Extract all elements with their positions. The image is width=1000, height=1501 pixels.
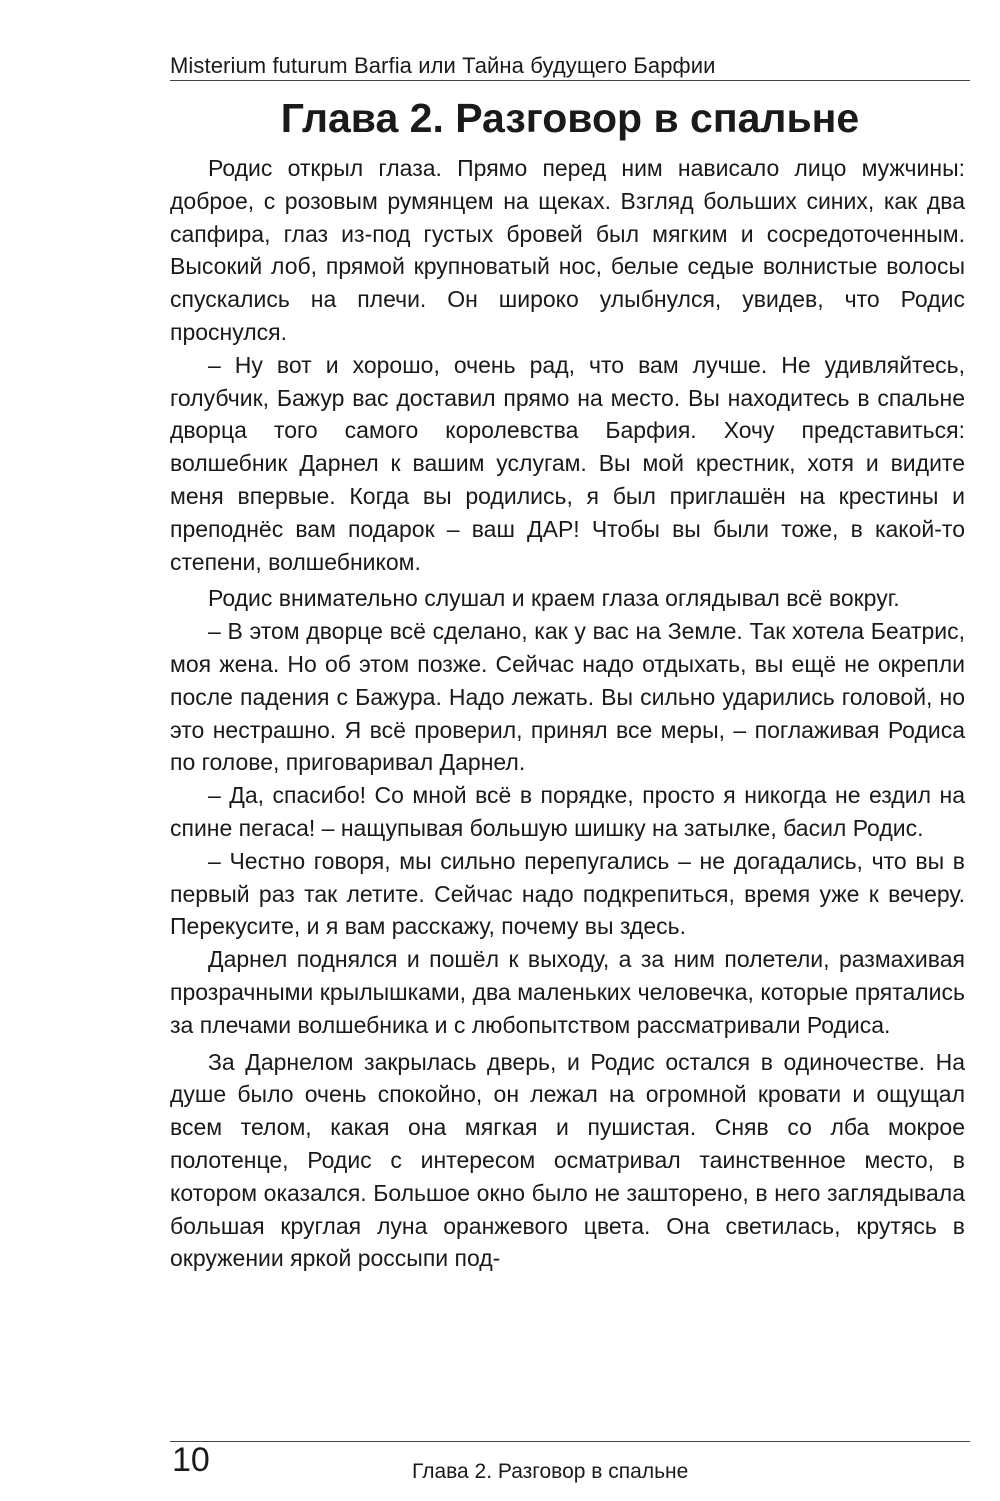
paragraph: Родис внимательно слушал и краем глаза оглядывал всё вокруг. xyxy=(208,585,900,612)
running-header: Misterium futurum Barfia или Тайна будущего Барфии xyxy=(170,53,716,78)
paragraph: – В этом дворце всё сделано, как у вас на Земле. Так хотела Беатрис, моя жена. Но об этом позже. Сейчас надо отдыхать, вы ещё не окрепли после падения с Бажура. Надо лежать. Вы сильно ударились головой, но это нестрашно. Я всё проверил, принял все меры, – поглаживая Родиса по голове, приговаривал Дарнел. xyxy=(170,618,965,776)
footer-chapter-label: Глава 2. Разговор в спальне xyxy=(412,1460,689,1483)
footer-rule xyxy=(170,1441,970,1442)
chapter-title: Глава 2. Разговор в спальне xyxy=(280,95,860,141)
paragraph: – Честно говоря, мы сильно перепугались – не догадались, что вы в первый раз так летите. Сейчас надо подкрепиться, время уже к вечеру. Перекусите, и я вам расскажу, почему вы здесь. xyxy=(170,847,965,940)
paragraph: Дарнел поднялся и пошёл к выходу, а за ним полетели, размахивая прозрачными крылышками, два маленьких человечка, которые прятались за плечами волшебника и с любопытством рассматривали Родиса. xyxy=(170,946,965,1038)
body-text xyxy=(170,152,965,1275)
paragraph: – Ну вот и хорошо, очень рад, что вам лучше. Не удивляйтесь, голубчик, Бажур вас доставил прямо на место. Вы находитесь в спальне дворца того самого королевства Барфия. Хочу представиться: волшебник Дарнел к вашим услугам. Вы мой крестник, хотя и видите меня впервые. Когда вы родились, я был приглашён на крестины и преподнёс вам подарок – ваш ДАР! Чтобы вы были тоже, в какой-то степени, волшебником. xyxy=(170,351,965,575)
paragraph: – Да, спасибо! Со мной всё в порядке, просто я никогда не ездил на спине пегаса! – нащупывая большую шишку на затылке, басил Родис. xyxy=(170,782,965,841)
header-rule xyxy=(170,80,970,81)
paragraph: Родис открыл глаза. Прямо перед ним нависало лицо мужчины: доброе, с розовым румянцем на щеках. Взгляд больших синих, как два сапфира, глаз из-под густых бровей был мягким и сосредоточенным. Высокий лоб, прямой крупноватый нос, белые седые волнистые волосы спускались на плечи. Он широко улыбнулся, увидев, что Родис проснулся. xyxy=(170,155,965,345)
page-number: 10 xyxy=(172,1441,210,1479)
paragraph: За Дарнелом закрылась дверь, и Родис остался в одиночестве. На душе было очень спокойно, он лежал на огромной кровати и ощущал всем телом, какая она мягкая и пушистая. Сняв со лба мокрое полотенце, Родис с интересом осматривал таинственное место, в котором оказался. Большое окно было не зашторено, в него заглядывала большая круглая луна оранжевого цвета. Она светилась, крутясь в окружении яркой россыпи под- xyxy=(170,1048,965,1272)
